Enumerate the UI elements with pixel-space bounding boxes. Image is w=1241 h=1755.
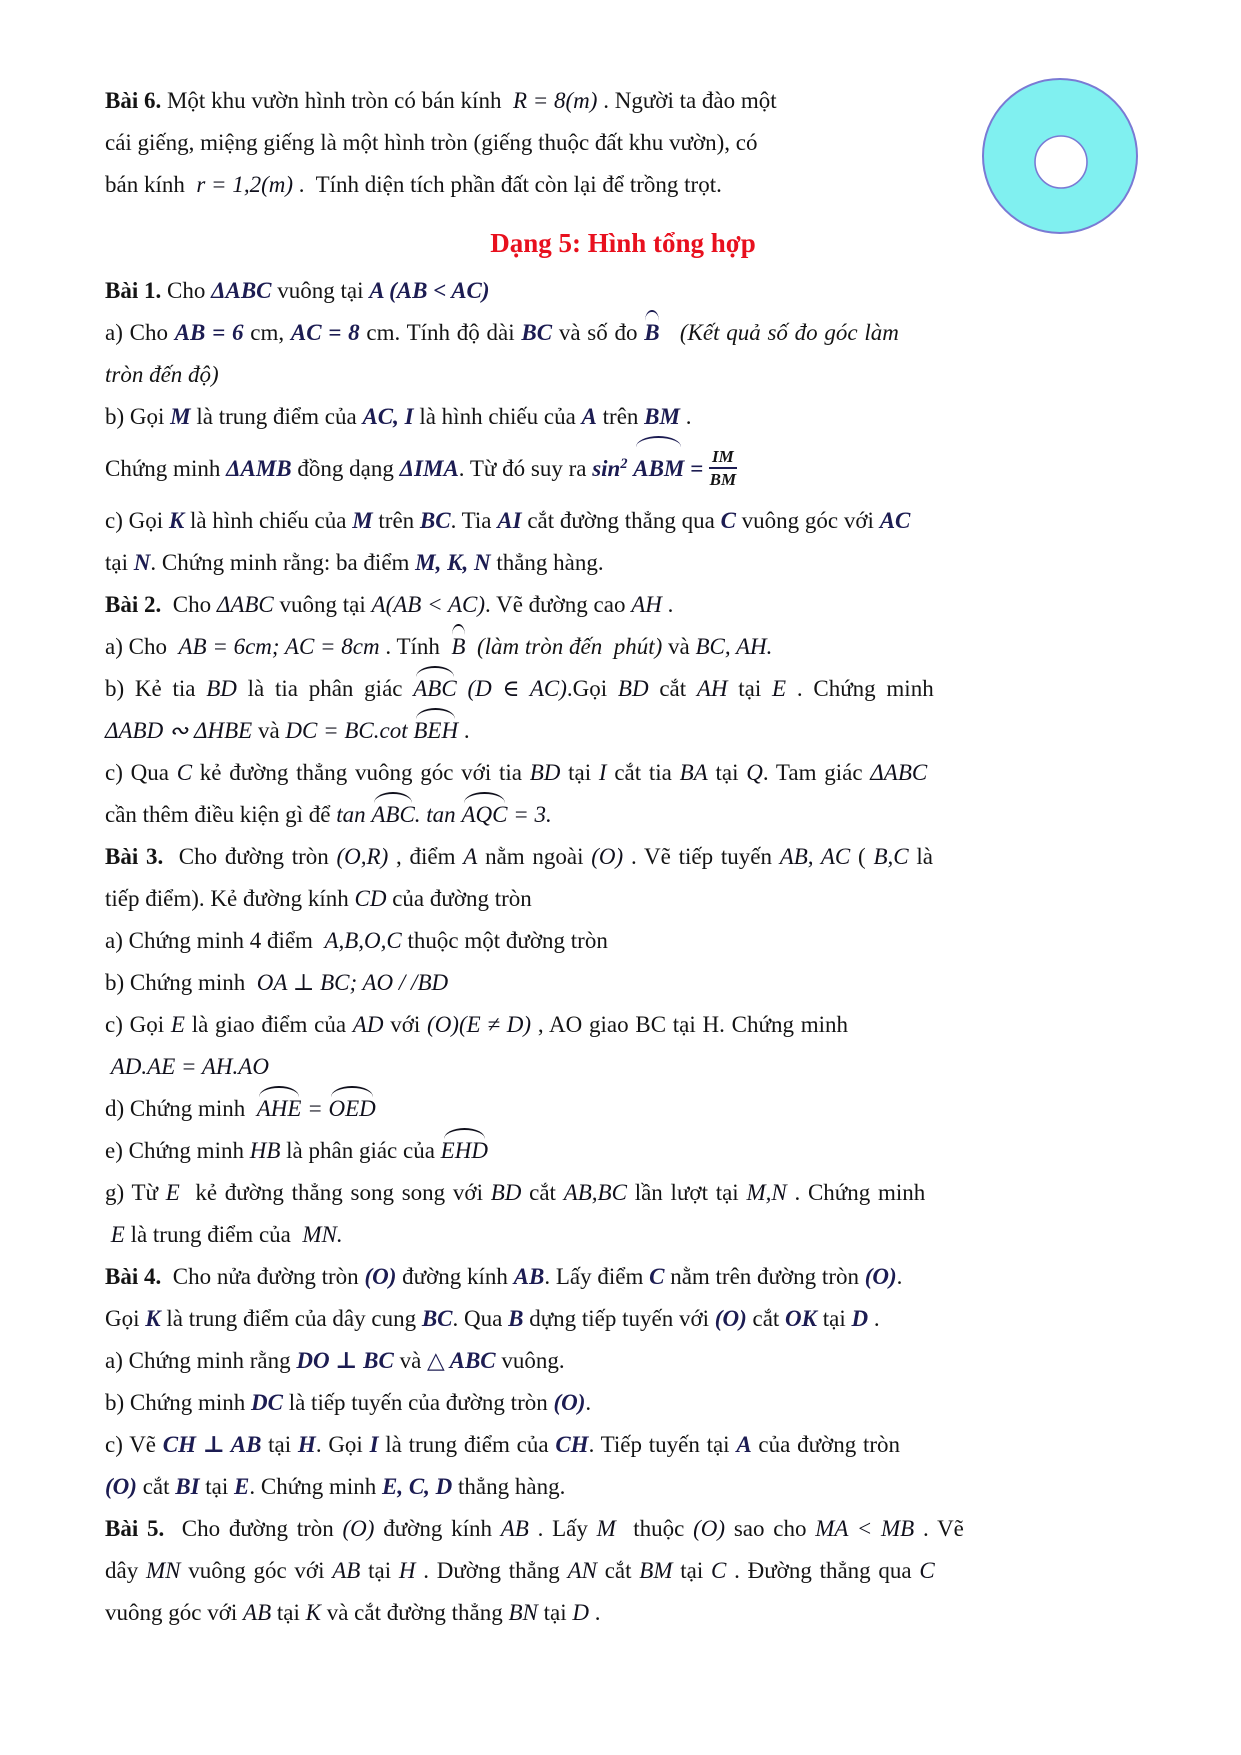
text-segment: M [170,404,191,429]
text-line [105,1592,1141,1634]
text-segment: . [661,592,674,617]
text-line [105,354,1141,396]
text-segment: . Qua [452,1306,509,1331]
text-segment: ΔIMA [399,456,459,481]
text-segment: sao cho [725,1516,816,1541]
text-line [105,1172,1141,1214]
text-segment: AH [696,676,728,701]
text-segment: cm, [243,320,291,345]
text-segment: CH ⊥ AB [162,1432,262,1457]
text-segment: là tiếp tuyến của đường tròn [282,1390,554,1415]
text-segment: Bài 5. [105,1516,165,1541]
text-line [105,1004,1141,1046]
text-segment: trên [372,508,420,533]
text-segment: là hình chiếu của [413,404,582,429]
text-line [105,270,1141,312]
text-segment: A(AB < AC) [371,592,485,617]
text-segment: (D ∈ AC) [456,676,567,701]
text-segment: BD [490,1180,522,1205]
text-segment: AD.AE = AH.AO [110,1054,269,1079]
text-segment: Bài 2. [105,592,162,617]
text-segment: là trung điểm của [190,404,363,429]
text-segment: kẻ đường thẳng vuông góc với tia [192,760,530,785]
text-segment: = [684,456,709,481]
text-segment: c) Qua [105,760,177,785]
text-segment: D [572,1600,589,1625]
text-segment: là trung điểm của [378,1432,556,1457]
text-segment: BN [508,1600,538,1625]
text-segment: e) Chứng minh [105,1138,250,1163]
text-segment: tròn đến độ) [105,362,219,387]
text-segment: tại [261,1432,298,1457]
text-segment: (O) [364,1264,397,1289]
text-segment: (O) [714,1306,747,1331]
text-line [105,584,1141,626]
text-segment: vuông góc với [180,1558,333,1583]
text-segment: BC [419,508,451,533]
text-segment: của đường tròn [751,1432,901,1457]
text-segment: . [458,718,470,743]
text-segment: AQC [461,794,507,836]
text-segment [465,634,477,659]
text-line [105,1088,1141,1130]
text-segment: . Tính diện tích phần đất còn lại để trồng trọt. [293,172,722,197]
text-segment: H [297,1432,316,1457]
text-segment: C [649,1264,665,1289]
text-segment: M [352,508,373,533]
text-segment: kẻ đường thẳng song song với [179,1180,491,1205]
text-line [105,878,1141,920]
text-line [105,794,1141,836]
text-segment: . Tính [379,634,452,659]
text-segment: (Kết quả số đo góc làm [679,320,899,345]
text-segment: . Lấy [528,1516,597,1541]
text-segment: a) Chứng minh rằng [105,1348,297,1373]
text-segment: . Gọi [315,1432,370,1457]
text-segment: . Tam giác [762,760,871,785]
text-segment: B,C [873,844,909,869]
text-line [105,1130,1141,1172]
text-segment: (O) [693,1516,726,1541]
text-segment: tại [271,1600,306,1625]
text-segment: của đường tròn [386,886,532,911]
text-segment: . Chứng minh [786,676,934,701]
text-segment: (O) [553,1390,586,1415]
text-segment: AB,BC [563,1180,627,1205]
section-heading: Dạng 5: Hình tổng hợp [490,228,756,258]
text-segment: vuông tại [271,278,370,303]
text-segment: BM [639,1558,673,1583]
text-segment: DO ⊥ BC [296,1348,394,1373]
text-segment: g) Từ [105,1180,166,1205]
text-segment: A,B,O,C [324,928,402,953]
text-segment: sin [592,456,621,481]
text-segment: và [252,718,286,743]
text-segment: ABM [633,438,684,500]
annulus-hole-circle [1035,136,1087,188]
text-segment: OA ⊥ BC; AO / /BD [256,970,449,995]
text-segment: ΔABC [211,278,272,303]
text-segment: ΔABC [870,760,928,785]
text-segment: M,N [746,1180,787,1205]
annulus-figure [978,62,1142,246]
text-line [105,438,1141,500]
text-segment: AH [631,592,662,617]
text-segment: BC, AH. [695,634,773,659]
text-segment: AB, AC [779,844,851,869]
text-segment: HB [249,1138,281,1163]
text-segment: B [644,312,659,354]
text-segment: . Vẽ tiếp tuyến [623,844,780,869]
text-segment: Cho đường tròn [164,1516,343,1541]
document-body [105,80,1141,1634]
text-segment: đường kính [396,1264,514,1289]
text-segment: OED [329,1088,376,1130]
text-segment: AC, I [362,404,414,429]
text-segment: cắt [648,676,697,701]
text-segment: và [393,1348,428,1373]
fraction: $\frac{IM}{BM}$ [709,446,737,489]
text-segment: (O) [105,1474,137,1499]
text-segment: b) Gọi [105,404,171,429]
text-segment: Cho nửa đường tròn [161,1264,365,1289]
text-segment: Chứng minh [105,456,227,481]
text-segment: A [581,404,597,429]
problems-section [105,270,1141,1634]
text-segment: AB [500,1516,529,1541]
text-segment: thẳng hàng. [490,550,604,575]
text-segment: cm. Tính độ dài [359,320,522,345]
text-segment: và số đo [552,320,645,345]
text-segment: A (AB < AC) [369,278,490,303]
text-segment: là trung điểm của dây cung [160,1306,422,1331]
text-segment: AB = 6 [174,320,244,345]
text-segment: . [588,1600,601,1625]
text-segment: Bài 3. [105,844,164,869]
text-segment: a) Cho [105,634,179,659]
text-segment: MN [145,1558,181,1583]
text-segment: Q [746,760,763,785]
text-segment: BD [617,676,649,701]
text-segment: b) Kẻ tia [105,676,207,701]
text-segment: ABC [413,668,456,710]
text-segment: BD [206,676,237,701]
text-segment: . Chứng minh [786,1180,926,1205]
text-segment: cắt đường thẳng qua [521,508,721,533]
text-segment: . Chứng minh [249,1474,382,1499]
text-line [105,1466,1141,1508]
text-segment: . Chứng minh rằng: ba điểm [150,550,416,575]
text-segment: vuông góc với [105,1600,244,1625]
text-segment: . Đường thẳng qua [726,1558,920,1583]
text-segment: AB = 6cm; AC = 8cm [178,634,380,659]
text-segment: = 3. [507,802,552,827]
text-segment: A [463,844,478,869]
text-segment: là tia phân giác [236,676,414,701]
text-segment: vuông tại [273,592,372,617]
text-segment: . Vẽ [914,1516,964,1541]
text-segment: , điểm [388,844,464,869]
text-line [105,1214,1141,1256]
text-segment: AB [332,1558,361,1583]
text-segment: Bài 1. [105,278,162,303]
text-segment: đường kính [374,1516,501,1541]
text-segment: BC [421,1306,453,1331]
text-segment: E [170,1012,185,1037]
text-segment: AC [879,508,911,533]
text-segment: BEH [413,710,458,752]
text-segment: MA < MB [815,1516,915,1541]
text-segment: với [383,1012,428,1037]
text-segment: Bài 6. [105,88,162,113]
text-segment: ( [850,844,874,869]
text-segment: CH [555,1432,589,1457]
text-segment: cắt tia [606,760,680,785]
text-segment: là hình chiếu của [184,508,353,533]
text-segment: tại [672,1558,711,1583]
text-segment: ΔABD ∾ ΔHBE [105,718,253,743]
text-segment: là [908,844,933,869]
text-segment: . Dường thẳng [415,1558,568,1583]
text-segment: EHD [441,1130,488,1172]
text-segment: Bài 4. [105,1264,162,1289]
text-segment: cần thêm điều kiện gì để [105,802,337,827]
text-segment: thẳng hàng. [452,1474,566,1499]
text-segment: E [165,1180,180,1205]
text-segment: BC [521,320,553,345]
text-line [105,752,1141,794]
text-segment: (O) [591,844,624,869]
text-segment: E [110,1222,125,1247]
text-segment: AB [243,1600,272,1625]
text-segment: Một khu vườn hình tròn có bán kính [161,88,513,113]
text-segment: dựng tiếp tuyến với [523,1306,715,1331]
text-line [105,312,1141,354]
text-segment: (O,R) [336,844,389,869]
text-segment: tan [336,802,372,827]
text-line [105,668,1141,710]
text-line [105,1508,1141,1550]
text-segment: nằm trên đường tròn [664,1264,865,1289]
text-segment: (O) [342,1516,375,1541]
text-segment: vuông. [495,1348,565,1373]
text-segment: M [596,1516,616,1541]
text-segment: r = 1,2(m) [196,172,294,197]
text-segment: MN. [302,1222,343,1247]
text-segment: E [772,676,787,701]
text-segment: △ ABC [427,1348,496,1373]
text-segment: . tan [414,802,462,827]
text-line [105,836,1141,878]
text-segment: BM [644,404,680,429]
text-segment: tiếp điểm). Kẻ đường kính [105,886,355,911]
text-segment: AD [352,1012,384,1037]
text-segment: ΔAMB [226,456,292,481]
text-segment: tại [707,760,747,785]
text-segment: tại [360,1558,399,1583]
text-segment: ΔABC [216,592,274,617]
text-segment: tại [560,760,599,785]
text-segment: Gọi [105,1306,146,1331]
text-line [105,962,1141,1004]
text-segment: = [301,1096,329,1121]
text-segment: . Người ta đào một [597,88,777,113]
text-segment: C [919,1558,935,1583]
text-segment: cắt [746,1306,786,1331]
text-segment: nằm ngoài [477,844,592,869]
text-segment: B [508,1306,524,1331]
text-segment: BA [679,760,708,785]
text-segment: K [168,508,185,533]
text-segment: Cho đường tròn [163,844,337,869]
text-segment: c) Gọi [105,1012,171,1037]
text-segment: R = 8(m) [512,88,598,113]
text-segment: dây [105,1558,146,1583]
text-segment: cái giếng, miệng giếng là một hình tròn (giếng thuộc đất khu vườn), có [105,130,758,155]
text-segment: (O) [864,1264,897,1289]
text-segment: thuộc một đường tròn [401,928,608,953]
text-segment: d) Chứng minh [105,1096,257,1121]
text-segment: Cho [161,592,217,617]
text-segment: AHE [257,1088,302,1130]
text-segment: . [896,1264,903,1289]
text-segment: cắt [136,1474,176,1499]
text-segment: I [598,760,607,785]
text-segment: b) Chứng minh [105,1390,251,1415]
text-line [105,1298,1141,1340]
text-line [105,626,1141,668]
text-segment: AN [567,1558,597,1583]
text-segment: CD [354,886,387,911]
text-segment: I [369,1432,379,1457]
text-segment: là phân giác của [280,1138,441,1163]
text-segment: . Lấy điểm [544,1264,650,1289]
text-segment: E [234,1474,250,1499]
text-segment: . [679,404,692,429]
text-segment: BI [175,1474,200,1499]
text-segment: ABC [371,794,414,836]
text-segment: bán kính [105,172,197,197]
text-segment: AC = 8 [290,320,360,345]
text-segment: K [305,1600,321,1625]
text-segment: là trung điểm của [124,1222,303,1247]
text-segment: và cắt đường thẳng [320,1600,509,1625]
text-segment: a) Cho [105,320,175,345]
text-segment: . [868,1306,880,1331]
text-segment: cắt [521,1180,564,1205]
text-segment: DC = BC.cot [285,718,414,743]
text-segment: AB [513,1264,545,1289]
text-segment: là giao điểm của [184,1012,353,1037]
text-segment: Cho [161,278,212,303]
text-line [105,1340,1141,1382]
text-line [105,1382,1141,1424]
text-segment: OK [785,1306,817,1331]
text-segment: tại [199,1474,235,1499]
text-segment: B [451,626,465,668]
text-segment: thuộc [615,1516,694,1541]
text-segment: c) Vẽ [105,1432,163,1457]
text-line [105,542,1141,584]
text-segment: và [662,634,696,659]
text-line [105,920,1141,962]
text-segment: a) Chứng minh 4 điểm [105,928,325,953]
text-segment: đồng dạng [291,456,400,481]
text-segment: C [176,760,193,785]
text-segment: A [736,1432,752,1457]
text-line [105,500,1141,542]
text-segment: c) Gọi [105,508,169,533]
text-segment: AI [497,508,522,533]
text-segment: BD [529,760,561,785]
text-segment: .Gọi [566,676,618,701]
text-segment: , AO giao BC tại H. Chứng minh [531,1012,848,1037]
text-segment: DC [251,1390,283,1415]
text-segment: . Từ đó suy ra [458,456,593,481]
text-segment: b) Chứng minh [105,970,257,995]
text-line [105,396,1141,438]
text-segment: tại [105,550,134,575]
text-line [105,710,1141,752]
text-segment: tại [727,676,773,701]
text-line [105,1256,1141,1298]
text-segment: H [398,1558,416,1583]
text-segment [660,320,680,345]
text-segment: . Tia [450,508,498,533]
text-segment: K [145,1306,161,1331]
text-line [105,1550,1141,1592]
text-segment: C [710,1558,727,1583]
text-segment: . [585,1390,592,1415]
text-segment: vuông góc với [735,508,880,533]
text-line [105,1424,1141,1466]
text-segment: . Vẽ đường cao [485,592,632,617]
text-segment: cắt [596,1558,640,1583]
text-line [105,1046,1141,1088]
text-segment: (làm tròn đến phút) [476,634,663,659]
text-segment: . Tiếp tuyến tại [588,1432,737,1457]
text-segment: M, K, N [415,550,491,575]
text-segment: E, C, D [381,1474,453,1499]
text-segment: lần lượt tại [626,1180,747,1205]
text-segment: trên [596,404,645,429]
text-segment: N [133,550,151,575]
text-segment: D [851,1306,869,1331]
text-segment: (O)(E ≠ D) [427,1012,532,1037]
text-segment: tại [817,1306,852,1331]
text-segment: tại [537,1600,573,1625]
text-segment: C [720,508,736,533]
text-segment: 2 [620,456,628,473]
